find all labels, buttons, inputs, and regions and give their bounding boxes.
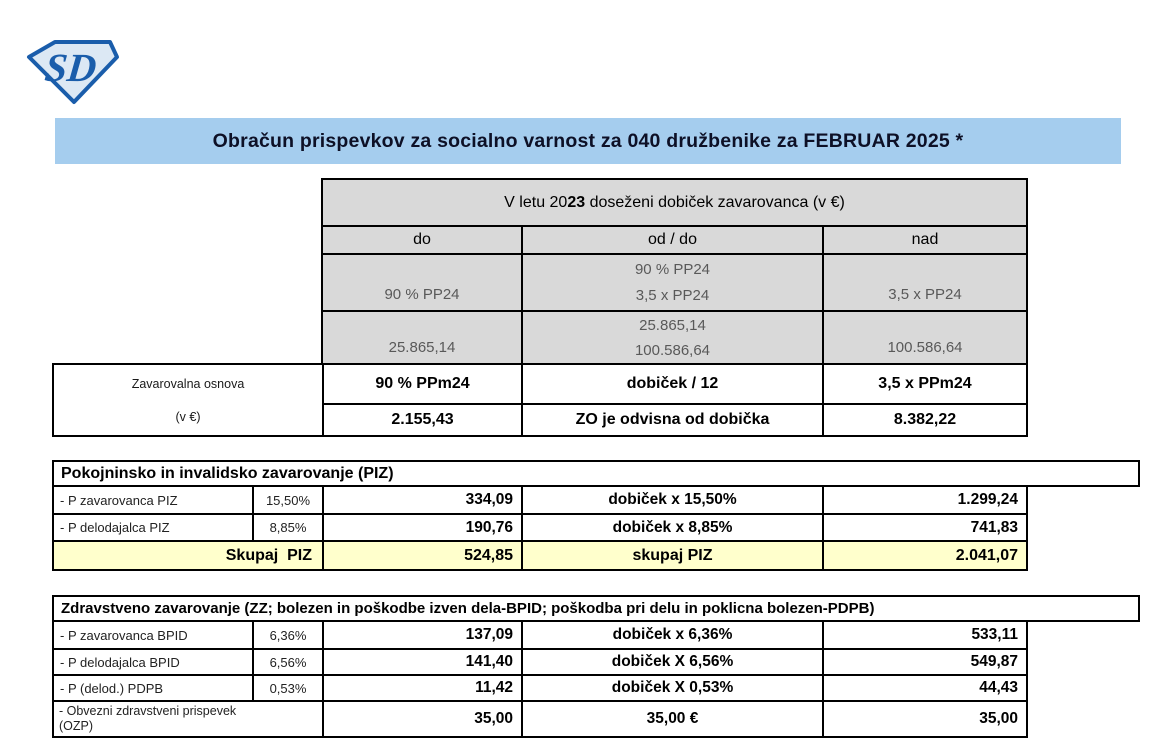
base-value-nad: 8.382,22 [823, 404, 1027, 436]
header-suffix: doseženi dobiček zavarovanca (v €) [585, 193, 845, 211]
zz-table [52, 620, 1028, 738]
table-row [53, 649, 1027, 675]
piz-row-value: 190,76 [323, 514, 522, 541]
piz-row-formula: dobiček x 15,50% [522, 486, 823, 514]
table-row [53, 675, 1027, 701]
zz-row-value: 137,09 [323, 621, 522, 649]
insurance-base-label: Zavarovalna osnova [131, 376, 245, 391]
company-logo [22, 36, 122, 106]
zz-row-formula: dobiček x 6,36% [522, 621, 823, 649]
zz-row-formula: dobiček X 0,53% [522, 675, 823, 701]
zz-row-value: 141,40 [323, 649, 522, 675]
piz-total-label: Skupaj PIZ [53, 541, 323, 570]
col-header-nad: nad [823, 226, 1027, 254]
piz-row-value: 334,09 [323, 486, 522, 514]
col-header-do: do [322, 226, 522, 254]
table-row [53, 621, 1027, 649]
profit-thresholds-table [321, 178, 1028, 365]
base-formula-od-do: dobiček / 12 [522, 364, 823, 404]
piz-row-max: 741,83 [823, 514, 1027, 541]
piz-total-value: 524,85 [323, 541, 522, 570]
ozp-max: 35,00 [823, 701, 1027, 737]
ozp-formula: 35,00 € [522, 701, 823, 737]
piz-row-pct: 8,85% [253, 514, 323, 541]
zz-row-pct: 6,56% [253, 649, 323, 675]
zz-title-text: Zdravstveno zavarovanje (ZZ; bolezen in poškodbe izven dela-BPID; poškodba pri delu in poklicna bolezen-PDPB) [61, 600, 875, 617]
piz-table [52, 485, 1028, 571]
zz-row-pct: 0,53% [253, 675, 323, 701]
ozp-row [53, 701, 1027, 737]
insurance-base-unit: (v €) [175, 409, 201, 424]
piz-row-formula: dobiček x 8,85% [522, 514, 823, 541]
base-value-od-do: ZO je odvisna od dobička [522, 404, 823, 436]
zz-row-formula: dobiček X 6,56% [522, 649, 823, 675]
insurance-base-label-cell [53, 364, 323, 436]
base-formula-nad: 3,5 x PPm24 [823, 364, 1027, 404]
threshold-amount-do: 25.865,14 [322, 311, 522, 364]
piz-total-formula: skupaj PIZ [522, 541, 823, 570]
ozp-value: 35,00 [323, 701, 522, 737]
piz-total-row [53, 541, 1027, 570]
piz-section [52, 460, 1140, 571]
zz-row-max: 44,43 [823, 675, 1027, 701]
document-title [55, 118, 1121, 164]
threshold-pp-do-upper: 3,5 x PP24 [635, 286, 710, 304]
zz-row-label: - P delodajalca BPID [53, 649, 253, 675]
logo-letters: SD [42, 45, 99, 90]
zz-section [52, 595, 1140, 738]
threshold-pp-nad: 3,5 x PP24 [823, 254, 1027, 311]
threshold-amount-nad: 100.586,64 [823, 311, 1027, 364]
threshold-amount-od-do [522, 311, 823, 364]
zz-row-pct: 6,36% [253, 621, 323, 649]
insurance-base-table [52, 363, 1028, 437]
col-header-od-do: od / do [522, 226, 823, 254]
zz-row-label: - P zavarovanca BPID [53, 621, 253, 649]
piz-section-title [52, 460, 1140, 487]
zz-row-value: 11,42 [323, 675, 522, 701]
profit-table-header [322, 179, 1027, 226]
base-formula-do: 90 % PPm24 [323, 364, 522, 404]
threshold-pp-od-do [522, 254, 823, 311]
table-row [53, 514, 1027, 541]
piz-row-pct: 15,50% [253, 486, 323, 514]
zz-section-title [52, 595, 1140, 622]
piz-title-text: Pokojninsko in invalidsko zavarovanje (PIZ) [61, 464, 394, 482]
zz-row-max: 549,87 [823, 649, 1027, 675]
threshold-amount-do-upper: 100.586,64 [634, 341, 711, 359]
header-prefix: V letu 20 [504, 193, 568, 211]
ozp-label-line1: - Obvezni zdravstveni prispevek [59, 704, 237, 718]
document-title-text: Obračun prispevkov za socialno varnost za 040 družbenike za FEBRUAR 2025 * [212, 129, 964, 152]
piz-total-max: 2.041,07 [823, 541, 1027, 570]
piz-row-label: - P zavarovanca PIZ [53, 486, 253, 514]
threshold-pp-od: 90 % PP24 [634, 260, 711, 278]
header-year-bold: 23 [567, 193, 586, 211]
piz-row-max: 1.299,24 [823, 486, 1027, 514]
base-value-do: 2.155,43 [323, 404, 522, 436]
threshold-amount-od: 25.865,14 [639, 316, 706, 334]
piz-row-label: - P delodajalca PIZ [53, 514, 253, 541]
ozp-label-line2: (OZP) [59, 719, 94, 733]
threshold-pp-do: 90 % PP24 [322, 254, 522, 311]
diamond-shield-icon [22, 36, 122, 106]
zz-row-max: 533,11 [823, 621, 1027, 649]
table-row [53, 486, 1027, 514]
ozp-label-cell [53, 701, 323, 737]
zz-row-label: - P (delod.) PDPB [53, 675, 253, 701]
